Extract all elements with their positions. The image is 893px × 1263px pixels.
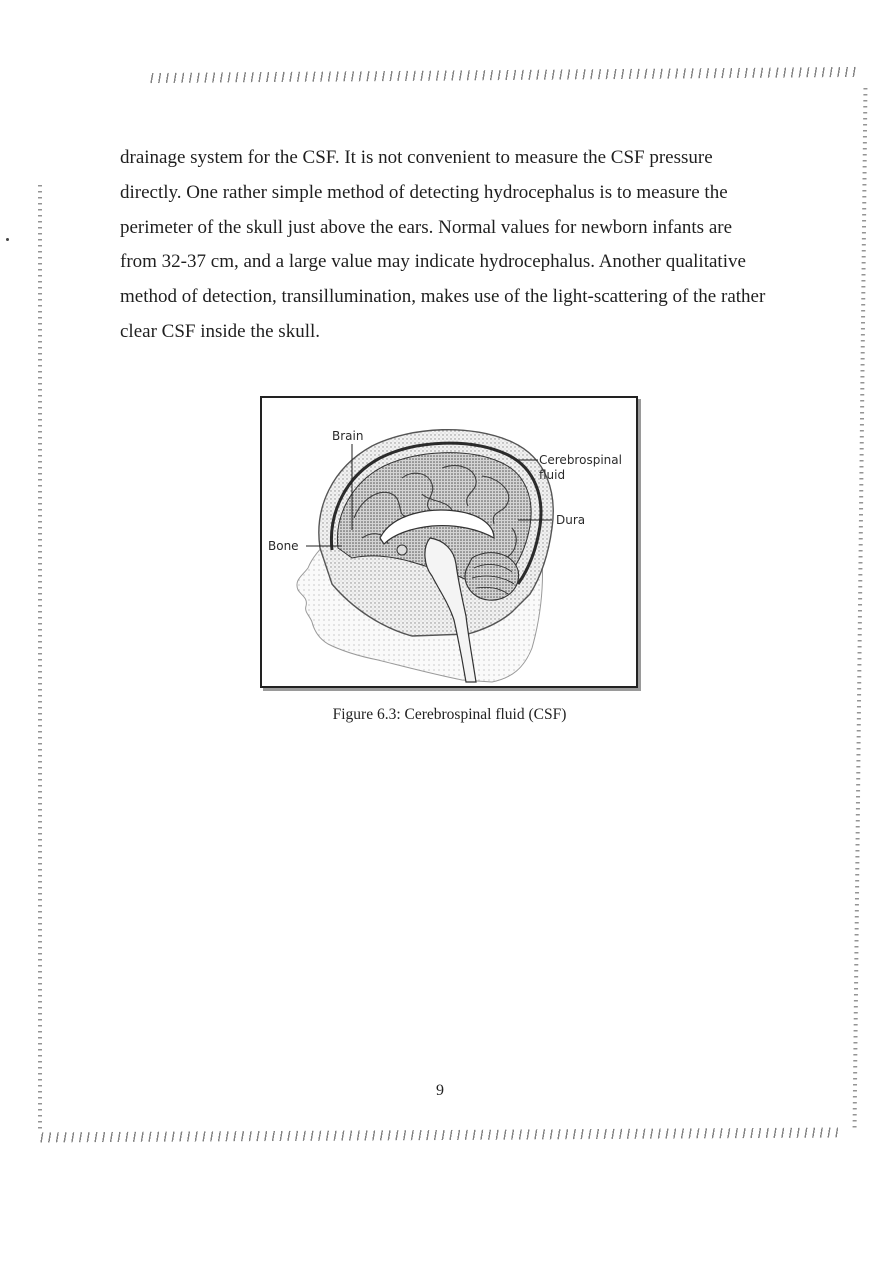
- body-paragraph: [120, 141, 796, 350]
- page-border-top: [148, 67, 860, 83]
- label-brain: Brain: [332, 429, 364, 443]
- page-border-bottom: [38, 1128, 838, 1143]
- page-number: 9: [436, 1082, 444, 1099]
- paragraph-line: from 32-37 cm, and a large value may indicate hydrocephalus. Another qualitative: [120, 251, 746, 273]
- brain-diagram: [262, 398, 636, 686]
- figure-caption: Figure 6.3: Cerebrospinal fluid (CSF): [332, 706, 567, 723]
- page-border-left: [38, 185, 42, 1130]
- label-dura: Dura: [556, 513, 586, 527]
- paragraph-line: directly. One rather simple method of detecting hydrocephalus is to measure the: [120, 181, 728, 203]
- pituitary: [397, 545, 407, 555]
- paragraph-line: perimeter of the skull just above the ears. Normal values for newborn infants are: [120, 216, 733, 238]
- label-fluid: fluid: [539, 468, 566, 482]
- scan-speck: [6, 238, 9, 241]
- paragraph-line: method of detection, transillumination, makes use of the light-scattering of the rather: [120, 286, 766, 308]
- page-border-right: [853, 88, 868, 1130]
- label-bone: Bone: [268, 539, 299, 553]
- label-cerebrospinal: Cerebrospinal: [539, 453, 622, 467]
- figure-frame: [260, 396, 638, 688]
- paragraph-line: drainage system for the CSF. It is not convenient to measure the CSF pressure: [120, 147, 713, 168]
- paragraph-line: clear CSF inside the skull.: [120, 320, 321, 342]
